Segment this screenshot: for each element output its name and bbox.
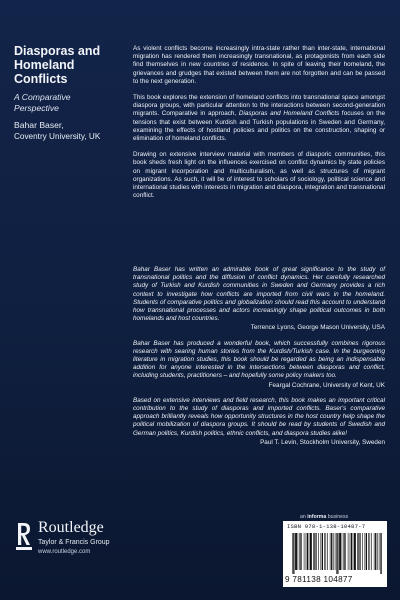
description-paragraph-2: [133, 94, 385, 143]
barcode-bar: [342, 533, 343, 570]
barcode-bar: [309, 533, 310, 570]
book-subtitle: [14, 92, 124, 114]
barcode-bar: [358, 533, 359, 570]
barcode-bar: [295, 533, 297, 570]
description-paragraph-3: Drawing on extensive interview material with members of diasporic communities, this book sheds fresh light on the influences exercised on conflict dynamics by state policies on migrant incorporation and multiculturalism, as well as structures of migrant organizations. As such, it will be of interest to scholars of sociology, political science and international studies with interests in migration and diaspora, integration and transnational conflict.: [133, 151, 385, 200]
author-affiliation: Coventry University, UK: [14, 132, 101, 141]
barcode-bar: [325, 533, 326, 570]
informa-suffix: business: [327, 514, 349, 520]
barcode-bar: [330, 533, 331, 570]
barcode-bar: [339, 533, 341, 570]
informa-business-tag: [300, 514, 348, 520]
barcode-bar: [374, 533, 375, 570]
barcode-bar: [362, 533, 363, 570]
description-book-title: Diasporas and Homeland Conflicts: [238, 110, 340, 118]
barcode-bar: [304, 533, 305, 570]
barcode-bar: [366, 533, 367, 570]
barcode-bar: [298, 533, 299, 570]
barcode-bar: [343, 533, 344, 570]
publisher-name: Routledge: [38, 519, 104, 536]
endorsement-attribution: Feargal Cochrane, University of Kent, UK: [268, 381, 385, 389]
publisher-url[interactable]: www.routledge.com: [38, 549, 91, 555]
barcode-bar: [371, 533, 372, 570]
description-paragraph-2-end: focuses on the tensions that exist between Kurdish and Turkish populations in Sweden and Germany, examining the effects of hostland policies and politics on the construction, shaping or elimination of homeland conflicts.: [133, 110, 385, 143]
barcode-bar: [370, 533, 371, 570]
book-description: [133, 45, 385, 208]
barcode-bar: [350, 533, 351, 570]
isbn-text: ISBN 978-1-138-10487-7: [287, 523, 366, 530]
endorsements: [133, 266, 385, 454]
barcode-bar: [335, 533, 336, 570]
barcode-bar: [381, 533, 382, 574]
barcode-bar: [327, 533, 328, 570]
barcode-bar: [336, 533, 337, 574]
barcode-bar: [316, 533, 317, 570]
publisher-group: Taylor & Francis Group: [38, 539, 110, 546]
description-paragraph-2-start: This book explores the extension of homeland conflicts into transnational space amongst diaspora groups, with particular attention to the interactions between second-generation migrants. Comparative in approach,: [133, 94, 385, 118]
book-title-line-1: Diasporas and: [14, 44, 101, 58]
publisher-logo: [14, 519, 164, 579]
barcode-bar: [310, 533, 312, 570]
barcode-bar: [318, 533, 319, 570]
isbn-barcode: [283, 521, 387, 587]
title-block: [14, 44, 124, 142]
barcode-bar: [354, 533, 356, 570]
endorsement-lyons: [133, 266, 385, 333]
endorsement-quote: Bahar Baser has written an admirable book of great significance to the study of transnational politics and the diffusion of conflict dynamics. Her carefully researched study of Turkish and Kurdish communities in Sweden and Germany provides a rich context to investigate how conflicts are imported from civil wars in the homeland. Students of comparative politics and globalization should read this account to understand how transnational processes and actors increasingly shape political outcomes in both homelands and host countries.: [133, 266, 385, 323]
barcode-bar: [313, 533, 314, 570]
book-title-line-3: Conflicts: [14, 72, 68, 86]
author-name: Bahar Baser,: [14, 120, 64, 130]
barcode-bar: [345, 533, 346, 570]
barcode-bar: [324, 533, 325, 570]
barcode-bar: [375, 533, 376, 570]
barcode-bar: [377, 533, 378, 570]
isbn-digits: 9 781138 104877: [285, 575, 353, 584]
routledge-r-logo-icon: [14, 519, 34, 557]
endorsement-cochrane: [133, 340, 385, 390]
barcode-bar: [353, 533, 354, 570]
barcode-bar: [322, 533, 323, 570]
barcode-bar: [348, 533, 349, 570]
barcode-bar: [331, 533, 332, 570]
endorsement-quote: Based on extensive interviews and field research, this book makes an important critical contribution to the study of diasporas and imported conflicts. Baser's comparative approach brilliantly reveals how opportunity structures in the host country help shape the political mobilization of diaspora groups. It should be read by students of Swedish and German politics, Kurdish politics, ethnic conflicts, and diaspora studies alike!: [133, 396, 385, 437]
barcode-bar: [380, 533, 381, 574]
barcode-bar: [314, 533, 315, 570]
ean-13-barcode-icon: [292, 533, 382, 574]
barcode-bar: [379, 533, 380, 570]
barcode-bar: [351, 533, 352, 570]
barcode-bar: [301, 533, 302, 570]
book-subtitle-line-1: A Comparative: [14, 92, 71, 102]
description-paragraph-1: As violent conflicts become increasingly intra-state rather than inter-state, international migration has rendered them increasingly transnational, as protagonists from each side find themselves in new countries of residence. In spite of leaving their homeland, the grievances and grudges that existed between them are not forgotten and can be passed to the next generation.: [133, 45, 385, 85]
barcode-bar: [368, 533, 369, 570]
book-title-line-2: Homeland: [14, 58, 75, 72]
barcode-bar: [365, 533, 366, 570]
informa-prefix: an: [300, 514, 306, 520]
barcode-bar: [306, 533, 307, 570]
barcode-bar: [299, 533, 300, 570]
barcode-bar: [292, 533, 293, 574]
book-title: [14, 44, 124, 86]
barcode-bar: [337, 533, 338, 574]
barcode-bar: [357, 533, 358, 570]
endorsement-quote: Bahar Baser has produced a wonderful book, which successfully combines rigorous research with searing human stories from the Kurdish/Turkish case. In the burgeoning literature in migration studies, this book should be regarded as being an indispensable addition for anyone interested in the intersections between diasporas and conflict, including students, practitioners – and hopefully some policy makers too.: [133, 339, 385, 380]
barcode-bar: [333, 533, 334, 570]
endorsement-levin: [133, 397, 385, 447]
book-subtitle-line-2: Perspective: [14, 103, 59, 113]
barcode-bar: [360, 533, 361, 570]
barcode-bar: [307, 533, 308, 570]
informa-name: informa: [307, 514, 327, 520]
barcode-bar: [293, 533, 294, 574]
endorsement-attribution: Paul T. Levin, Stockholm University, Sweden: [260, 438, 385, 446]
barcode-bar: [321, 533, 322, 570]
endorsement-attribution: Terrence Lyons, George Mason University, USA: [250, 324, 385, 332]
